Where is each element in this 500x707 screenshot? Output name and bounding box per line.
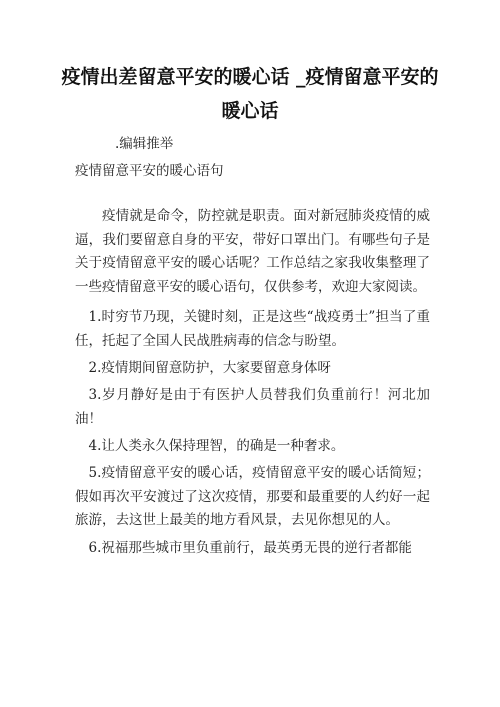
list-item: 6.祝福那些城市里负重前行，最英勇无畏的逆行者都能 — [88, 539, 412, 556]
editor-recommendation: .编辑推举 — [115, 136, 174, 152]
list-item: 5.疫情留意平安的暖心话，疫情留意平安的暖心话简短；假如再次平安渡过了这次疫情，那要和最重要的人约好一起旅游，去这世上最美的地方看风景，去见你想见的人。 — [75, 465, 430, 529]
document-title: 疫情出差留意平安的暖心话 _疫情留意平安的暖心话 — [61, 66, 439, 122]
list-item: 2.疫情期间留意防护，大家要留意身体呀 — [88, 359, 331, 376]
intro-paragraph: 疫情就是命令，防控就是职责。面对新冠肺炎疫情的威逼，我们要留意自身的平安，带好口罩出门。有哪些句子是关于疫情留意平安的暖心话呢？工作总结之家我收集整理了一些疫情留意平安的暖心语句，仅供参考，欢迎大家阅读。 — [75, 208, 430, 296]
document-subtitle: 疫情留意平安的暖心语句 — [75, 163, 224, 179]
list-item: 3.岁月静好是由于有医护人员替我们负重前行！河北加油！ — [75, 386, 430, 427]
document-body — [75, 205, 430, 564]
list-item: 1.时穷节乃现，关键时刻，正是这些“战疫勇士”担当了重任，托起了全国人民战胜病毒的信念与盼望。 — [75, 308, 430, 349]
list-item: 4.让人类永久保持理智，的确是一种奢求。 — [88, 437, 345, 454]
